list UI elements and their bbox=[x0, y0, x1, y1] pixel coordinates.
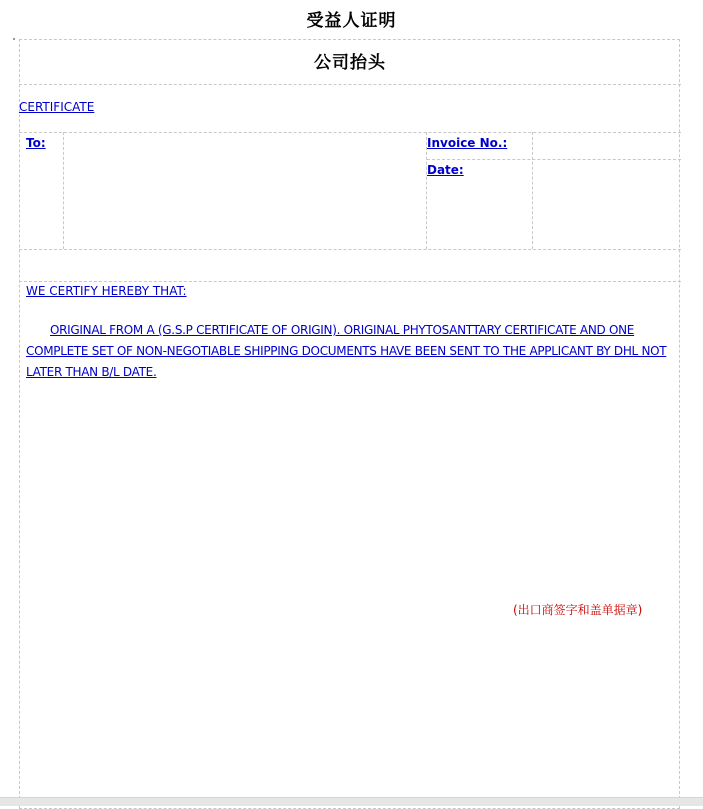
certify-intro[interactable]: WE CERTIFY HEREBY THAT: bbox=[26, 284, 187, 298]
certificate-label[interactable]: CERTIFICATE bbox=[19, 100, 95, 114]
certify-body-text: ORIGINAL FROM A (G.S.P CERTIFICATE OF ORIGIN). ORIGINAL PHYTOSANTTARY CERTIFICATE AND ONE COMPLETE SET OF NON-NEGOTIABLE SHIPPING DOCUMENTS HAVE BEEN SENT TO THE APPLICANT BY DHL NOT LATER THAN B/L DATE. bbox=[26, 323, 667, 379]
company-header: 公司抬头 bbox=[314, 53, 386, 73]
divider-header bbox=[19, 84, 681, 85]
to-label[interactable]: To: bbox=[26, 136, 46, 150]
divider-address-block bbox=[19, 249, 681, 250]
divider-value-column bbox=[532, 132, 533, 249]
corner-mark bbox=[13, 38, 15, 40]
divider-invoice-row bbox=[427, 159, 681, 160]
date-label[interactable]: Date: bbox=[427, 163, 464, 177]
divider-certificate bbox=[19, 132, 681, 133]
divider-spacer-row bbox=[19, 281, 681, 282]
invoice-number-label[interactable]: Invoice No.: bbox=[427, 136, 508, 150]
document-frame bbox=[19, 39, 680, 809]
divider-to-column bbox=[63, 132, 64, 249]
signature-stamp-note: (出口商签字和盖单据章) bbox=[513, 603, 643, 617]
certify-body[interactable] bbox=[26, 320, 676, 383]
document-title: 受益人证明 bbox=[306, 11, 397, 31]
